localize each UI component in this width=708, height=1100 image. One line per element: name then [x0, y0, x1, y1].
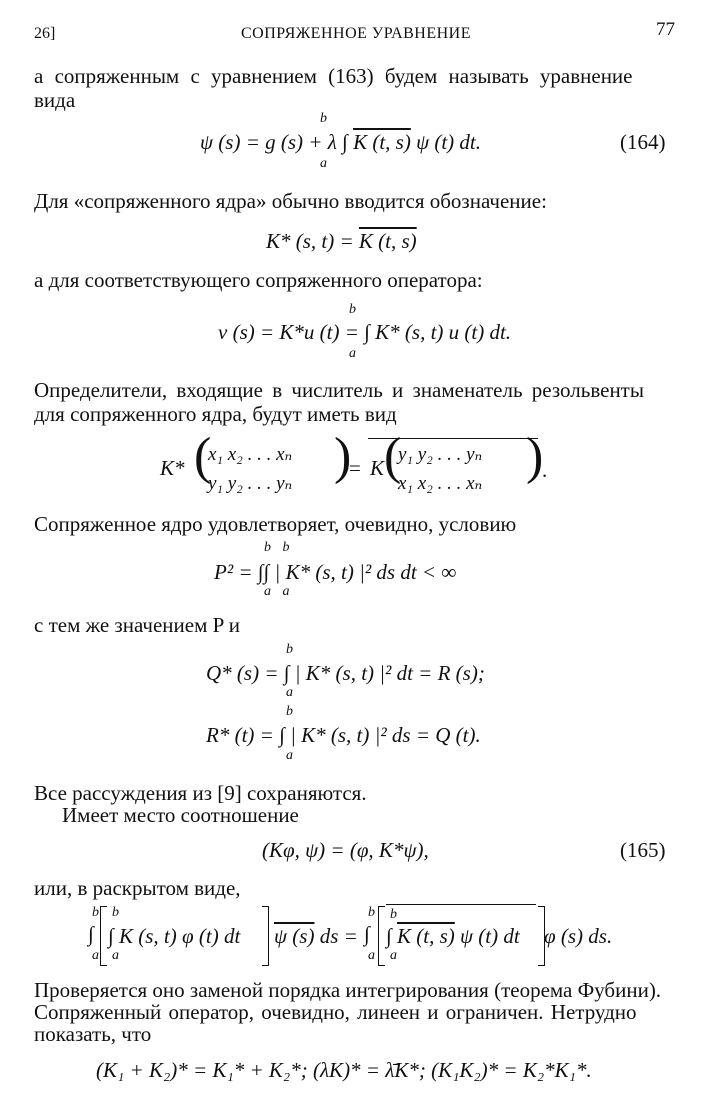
- integral-upper-limit: b: [368, 905, 375, 920]
- equation-text: P² = ∫∫ | K* (s, t) |² ds dt < ∞: [214, 560, 457, 584]
- paragraph-line: Для «сопряженного ядра» обычно вводится обозначение:: [34, 189, 547, 213]
- determinant-row: x₁ x₂ . . . xₙ: [398, 473, 483, 494]
- paragraph-line: Имеет место соотношение: [62, 803, 299, 827]
- equation-number: (165): [620, 838, 666, 862]
- integral-lower-limit: a a: [264, 584, 294, 599]
- integral-upper-limit: b: [349, 302, 356, 317]
- integral-lower-limit: a: [112, 948, 119, 963]
- right-bracket: [262, 906, 269, 966]
- conjugate-kernel: K (t, s): [353, 130, 411, 154]
- integral-lower-limit: a: [286, 685, 293, 700]
- integral-lower-limit: a: [286, 748, 293, 763]
- period: .: [542, 458, 548, 482]
- integral-sign: ∫: [88, 922, 94, 946]
- integral-lower-limit: a: [390, 948, 397, 963]
- running-title: СОПРЯЖЕННОЕ УРАВНЕНИЕ: [241, 25, 472, 42]
- section-number: 26]: [34, 25, 56, 42]
- left-paren: (: [384, 428, 402, 485]
- integral-lower-limit: a: [320, 156, 327, 171]
- right-paren: ): [526, 428, 544, 485]
- paragraph-line: с тем же значением P и: [34, 613, 241, 637]
- equation-text: ψ (t) dt: [454, 924, 520, 948]
- adjoint-properties-equation: (K₁ + K₂)* = K₁* + K₂*; (λK)* = λ̄K*; (K₁K₂)* = K₂*K₁*.: [96, 1058, 592, 1082]
- equals-sign: =: [349, 456, 361, 480]
- right-paren: ): [334, 428, 352, 485]
- page-number: 77: [656, 19, 675, 40]
- paragraph-line: вида: [34, 88, 76, 112]
- paragraph-line: Проверяется оно заменой порядка интегрирования (теорема Фубини).: [34, 978, 662, 1002]
- conjugate-psi: ψ (s): [274, 924, 315, 948]
- equation-text: ∫ K (s, t) φ (t) dt: [108, 924, 241, 948]
- paragraph-line: а для соответствующего сопряженного оператора:: [34, 268, 483, 292]
- equation-number: (164): [620, 130, 666, 154]
- kernel-symbol: K: [370, 456, 385, 480]
- paragraph-line: показать, что: [34, 1022, 152, 1046]
- integral-upper-limit: b: [320, 111, 327, 126]
- left-paren: (: [194, 428, 212, 485]
- equation-text: Q* (s) = ∫ | K* (s, t) |² dt = R (s);: [206, 661, 485, 685]
- paragraph-line: Определители, входящие в числитель и знаменатель резольвенты: [34, 378, 644, 402]
- integral-lower-limit: a: [349, 346, 356, 361]
- determinant-row: y₁ y₂ . . . yₙ: [208, 473, 293, 494]
- equation-text: ψ (t) dt.: [410, 130, 482, 154]
- equation-text: K* (s, t) =: [266, 229, 359, 253]
- integral-upper-limit: b b: [264, 540, 294, 555]
- equation-text: ds =: [314, 924, 358, 948]
- conjugate-kernel: K (t, s): [397, 924, 455, 948]
- determinant-row: y₁ y₂ . . . yₙ: [398, 444, 483, 465]
- paragraph-line: или, в раскрытом виде,: [34, 876, 241, 900]
- equation-text: R* (t) = ∫ | K* (s, t) |² ds = Q (t).: [206, 723, 481, 747]
- paragraph-line: для сопряженного ядра, будут иметь вид: [34, 402, 397, 426]
- integral-sign: ∫: [364, 922, 370, 946]
- equation-text: φ (s) ds.: [544, 924, 613, 948]
- paragraph-line: Сопряженный оператор, очевидно, линеен и ограничен. Нетрудно: [34, 1000, 637, 1024]
- adjoint-kernel-definition: [266, 229, 417, 253]
- equation-text: v (s) = K*u (t) = ∫ K* (s, t) u (t) dt.: [218, 320, 512, 344]
- paragraph-line: Все рассуждения из [9] сохраняются.: [34, 781, 367, 805]
- integral-upper-limit: b: [390, 907, 397, 922]
- determinant-row: x₁ x₂ . . . xₙ: [208, 444, 293, 465]
- left-bracket: [378, 906, 385, 966]
- integral-upper-limit: b: [286, 642, 293, 657]
- paragraph-line: Сопряженное ядро удовлетворяет, очевидно, условию: [34, 512, 517, 536]
- integral-lower-limit: a: [92, 948, 99, 963]
- integral-upper-limit: b: [286, 704, 293, 719]
- equation-text: ψ (s) = g (s) + λ ∫: [200, 130, 354, 154]
- integral-upper-limit: b: [92, 905, 99, 920]
- integral-upper-limit: b: [112, 905, 119, 920]
- equation-text: ∫: [386, 924, 398, 948]
- paragraph-line: а сопряженным с уравнением (163) будем называть уравнение: [34, 64, 633, 88]
- integral-lower-limit: a: [368, 948, 375, 963]
- kernel-symbol: K*: [160, 456, 185, 480]
- conjugate-kernel: K (t, s): [358, 229, 417, 253]
- conjugate-bar: [386, 904, 536, 905]
- left-bracket: [100, 906, 107, 966]
- equation-165: (Kφ, ψ) = (φ, K*ψ),: [262, 838, 429, 862]
